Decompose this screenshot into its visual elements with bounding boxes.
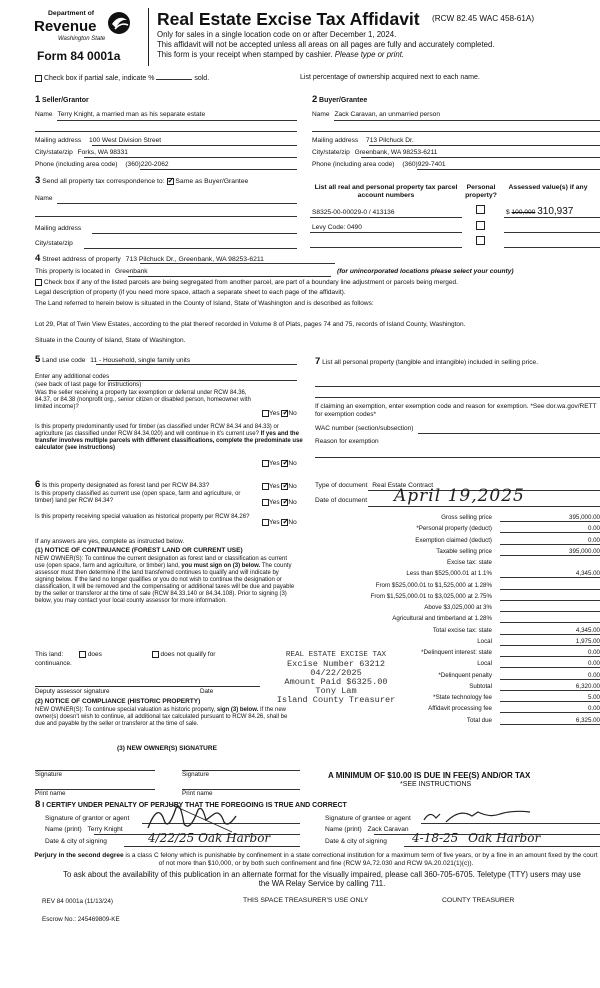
type-print-note: Please type or print. <box>334 50 405 59</box>
seller-name[interactable]: Terry Knight, a married man as his separate estate <box>57 111 206 118</box>
doc-type-label: Type of document <box>315 482 368 489</box>
fee-label: Excise tax: state <box>446 559 492 566</box>
partial-sale-row <box>35 73 209 83</box>
q1-no-checkbox[interactable] <box>281 410 288 417</box>
seller-city-label: City/state/zip <box>35 149 73 156</box>
buyer-phone[interactable]: (360)929-7401 <box>402 161 446 168</box>
fee-label: Taxable selling price <box>436 547 492 555</box>
assessed-col-header: Assessed value(s) if any <box>508 184 588 191</box>
minimum-due: A MINIMUM OF $10.00 IS DUE IN FEE(S) AND/OR TAX <box>328 771 531 780</box>
grantor-name-row <box>45 826 123 834</box>
perjury-text: is a class C felony which is punishable by confinement in a state correctional institution for a maximum term of five years, or by a fine in an amount fixed by the court of not more than $10,000, or by both such confinement and fine (RCW 9A.72.030 and RCW 9A.20.021(1)(c)). <box>125 852 598 867</box>
s6-q2-yes-label: Yes <box>269 499 280 507</box>
notice-1-title: (1) NOTICE OF CONTINUANCE (FOREST LAND OR CURRENT USE) <box>35 547 243 554</box>
buyer-name-row <box>312 111 440 119</box>
seller-city[interactable]: Forks, WA 98331 <box>77 149 128 156</box>
section-6-number: 6 <box>35 479 41 490</box>
fee-row <box>312 604 600 615</box>
buyer-name[interactable]: Zack Caravan, an unmarried person <box>334 111 440 118</box>
legal-line-2: Situate in the County of Island, State of Washington. <box>35 337 186 344</box>
s6-q3-yes-no <box>262 519 297 527</box>
grantee-signature-icon <box>420 806 540 828</box>
fee-row <box>312 627 600 638</box>
legal-line-1: Lot 29, Plat of Twin View Estates, according to the plat thereof recorded in Volume 8 of Plats, pages 74 and 75, records of Island County, Washington. <box>35 321 466 328</box>
buyer-phone-label: Phone (including area code) <box>312 161 395 168</box>
historic-question: Is this property receiving special valuation as historical property per RCW 84.26? <box>35 514 250 520</box>
grantee-name-label: Name (print) <box>325 826 362 833</box>
section-4-number: 4 <box>35 253 41 264</box>
buyer-phone-row <box>312 161 446 169</box>
list-percentage-note: List percentage of ownership acquired next to each name. <box>300 74 480 81</box>
wac-label: WAC number (section/subsection) <box>315 425 414 432</box>
section-8-number: 8 <box>35 799 41 810</box>
form-title: Real Estate Excise Tax Affidavit <box>157 9 420 29</box>
exemption-question: Was the seller receiving a property tax exemption or deferral under RCW 84.36, 84.37, or 84.38 (nonprofit org., senior citizen or disabled person, homeowner with limited income)? <box>35 390 251 411</box>
s6-q3-no-checkbox[interactable] <box>281 519 288 526</box>
fee-label: Gross selling price <box>441 514 492 521</box>
located-value[interactable]: Greenbank <box>114 268 148 275</box>
stamp-line-4: Amount Paid $6325.00 <box>284 677 388 687</box>
addl-codes-label: Enter any additional codes <box>35 373 110 380</box>
seller-name-row <box>35 111 297 119</box>
see-instructions: *SEE INSTRUCTIONS <box>400 781 472 788</box>
forest-question: Is this property designated as forest land per RCW 84.33? <box>42 482 210 489</box>
doc-date-value[interactable]: April 19,2025 <box>394 486 525 506</box>
fee-value[interactable]: 5.00 <box>500 694 600 702</box>
county-treasurer: COUNTY TREASURER <box>442 897 515 904</box>
notice-2-b: sign (3) below. <box>216 707 259 713</box>
header-note-3 <box>157 51 404 60</box>
same-as-buyer-checkbox[interactable] <box>167 178 174 185</box>
section-7-number: 7 <box>315 356 321 367</box>
fee-value[interactable] <box>500 593 600 601</box>
seller-city-row <box>35 149 128 157</box>
grantor-sig-label: Signature of grantor or agent <box>45 815 130 822</box>
alt-format-note: To ask about the availability of this publication in an alternate format for the visually impaired, please call 360-705-6705. Teletype (TTY) users may use the WA Relay Service by calling 711. <box>63 870 581 889</box>
s3-name-label: Name <box>35 195 53 202</box>
timber-question-b: If yes and the transfer involves multiple parcels with different classifications, complete the predominate use calculator (see instructions) <box>35 431 303 452</box>
correspondence-label: Send all property tax correspondence to: <box>42 178 165 185</box>
buyer-heading <box>312 95 367 106</box>
fee-value[interactable]: 0.00 <box>500 705 600 713</box>
legal-label: Legal description of property (if you need more space, attach a separate sheet to each page of the affidavit). <box>35 289 346 296</box>
grantor-date-city[interactable] <box>148 832 270 846</box>
partial-sale-label: Check box if partial sale, indicate % <box>43 75 155 82</box>
s6-q3-no-label: No <box>288 519 297 527</box>
notice-1-a: NEW OWNER(S): To continue the current designation as forest land or classification as current use (open space, farm and agriculture, or timber) land, <box>35 556 287 570</box>
assessed-struck: 100,000 <box>511 209 536 216</box>
revenue-wordmark: Revenue <box>34 18 97 35</box>
grantor-name-label: Name (print) <box>45 826 82 833</box>
seller-mail-label: Mailing address <box>35 137 82 144</box>
notice-2-body <box>35 707 297 728</box>
fee-value[interactable]: 4,345.00 <box>500 570 600 578</box>
fee-label: *Personal property (deduct) <box>416 525 492 533</box>
q1-yes-label: Yes <box>269 410 280 418</box>
fee-row <box>312 582 600 593</box>
fee-label: *Delinquent interest: state <box>421 649 492 656</box>
buyer-title: Buyer/Grantee <box>319 97 368 104</box>
notice-1-body <box>35 556 297 606</box>
fee-label: Total due <box>466 716 492 724</box>
dept-line: Department of <box>48 10 95 17</box>
section-1-number: 1 <box>35 94 41 105</box>
revenue-swirl-icon <box>106 10 132 36</box>
does-checkbox[interactable] <box>79 651 86 658</box>
rcw-ref: (RCW 82.45 WAC 458-61A) <box>432 14 535 23</box>
personal-box-3[interactable] <box>476 236 485 245</box>
perjury-note <box>32 852 600 867</box>
reason-label: Reason for exemption <box>315 438 379 445</box>
fee-value[interactable]: 395,000.00 <box>500 514 600 522</box>
uninc-note: (for unincorporated locations please select your county) <box>337 268 514 275</box>
section-3-heading <box>35 176 248 187</box>
partial-sale-checkbox[interactable] <box>35 75 42 82</box>
levy-code[interactable]: Levy Code: 0490 <box>312 224 362 231</box>
fee-value[interactable]: 395,000.00 <box>500 548 600 556</box>
fee-row <box>312 570 600 581</box>
q2-no-label: No <box>288 460 297 468</box>
fee-value[interactable] <box>500 559 600 567</box>
notice-1-c: The county assessor must then determine if the land transferred continues to qualify and will indicate by signing below. If the land no longer qualifies or you do not wish to continue the designation or classification, it will be removed and the compensating or additional taxes will be due and payable by the seller or transferor at the time of sale (RCW 84.33.140 or 84.34.108). Prior to signing (3) below, you may contact your local county assessor for more information. <box>35 563 295 605</box>
stamp-line-2: Excise Number 63212 <box>287 658 385 669</box>
partial-percent-field[interactable] <box>156 73 192 80</box>
does-label: does <box>87 651 102 659</box>
parcel-number[interactable]: S8325-00-00029-0 / 413136 <box>312 209 395 216</box>
doc-date-label: Date of document <box>315 497 368 504</box>
assessed-value[interactable]: 310,937 <box>537 206 574 217</box>
personal-checkbox-2[interactable] <box>476 221 485 230</box>
form-number: Form 84 0001a <box>37 49 121 63</box>
seller-heading <box>35 95 89 106</box>
s6-q2-yes-checkbox[interactable] <box>262 499 269 506</box>
personal-property-label: List all personal property (tangible and intangible) included in selling price. <box>322 359 539 366</box>
grantor-date: 4/22/25 <box>148 831 195 845</box>
fee-row <box>312 638 600 649</box>
notice-2-c: If the new owner(s) doesn't wish to continue, all additional tax calculated pursuant to RCW 84.26, shall be due and payable by the seller or transferor at the time of sale. <box>35 707 288 728</box>
fee-label: *Delinquent penalty <box>438 671 492 679</box>
fee-label: Above $3,025,000 at 3% <box>424 604 492 611</box>
treasurer-only: THIS SPACE TREASURER'S USE ONLY <box>243 897 369 904</box>
certify-text: I CERTIFY UNDER PENALTY OF PERJURY THAT THE FOREGOING IS TRUE AND CORRECT <box>42 802 347 809</box>
fee-row <box>312 514 600 525</box>
same-as-buyer-label: Same as Buyer/Grantee <box>175 178 249 185</box>
s6-q1-no-checkbox[interactable] <box>281 483 288 490</box>
grantee-date-city[interactable] <box>412 832 540 846</box>
s3-city-label: City/state/zip <box>35 240 73 247</box>
grantee-sig-label: Signature of grantee or agent <box>325 815 411 822</box>
section-7-label <box>315 356 600 367</box>
seller-phone[interactable]: (360)220-2062 <box>125 161 169 168</box>
q1-no-label: No <box>288 410 297 418</box>
grantee-date-label: Date & city of signing <box>325 838 387 845</box>
addl-codes-sub: (see back of last page for instructions) <box>35 381 142 388</box>
dor-logo <box>34 8 134 46</box>
personal-box-1[interactable] <box>476 205 485 214</box>
fee-row <box>312 548 600 559</box>
seller-title: Seller/Grantor <box>42 97 89 104</box>
s6-q1-yes-label: Yes <box>269 483 280 491</box>
fee-label: Local <box>477 637 492 645</box>
s6-q1-yes-no <box>262 483 297 491</box>
fee-value[interactable]: 6,325.00 <box>500 717 600 725</box>
deputy-sig-label: Deputy assessor signature <box>35 688 110 695</box>
grantor-city: Oak Harbor <box>198 831 271 845</box>
section-2-number: 2 <box>312 94 318 105</box>
timber-question-a: Is this property predominantly used for timber (as classified under RCW 84.34 and 84.33) or agriculture (as classified under RCW 84.34.020) and will continue in it's current use? <box>35 424 279 438</box>
fee-label: Local <box>477 660 492 668</box>
s6-q2-yes-no <box>262 499 297 507</box>
fee-value[interactable]: 0.00 <box>500 660 600 668</box>
escrow-number: Escrow No.: 245469809-KE <box>42 916 120 923</box>
notice-2-a: NEW OWNER(S): To continue special valuation as historic property, <box>35 707 216 713</box>
fee-row <box>312 615 600 626</box>
treasurer-stamp <box>260 652 412 705</box>
fee-value[interactable]: 1,975.00 <box>500 638 600 646</box>
fee-row <box>312 705 600 716</box>
q2-no-checkbox[interactable] <box>281 460 288 467</box>
deputy-date-label: Date <box>200 688 214 695</box>
q2-yes-label: Yes <box>269 460 280 468</box>
fee-row <box>312 717 600 728</box>
sig-label-1: Signature <box>35 771 62 778</box>
land-text: The Land referred to herein below is situated in the County of Island, State of Washington and is described as follows: <box>35 300 374 307</box>
stamp-line-5: Tony Lam <box>315 686 357 697</box>
parcel-col-header: List all real and personal property tax parcel account numbers <box>314 184 458 199</box>
s6-q3-yes-label: Yes <box>269 519 280 527</box>
current-use-question: Is this property classified as current use (open space, farm and agriculture, or timber) land per RCW 84.34? <box>35 491 241 505</box>
fee-value[interactable] <box>500 615 600 623</box>
segregated-label: Check box if any of the listed parcels are being segregated from another parcel, are part of a boundary line adjustment or parcels being merged. <box>43 279 458 287</box>
segregated-row <box>35 279 458 287</box>
fee-value[interactable]: 0.00 <box>500 672 600 680</box>
exemption-claim <box>315 403 600 418</box>
grantor-name[interactable]: Terry Knight <box>87 826 123 833</box>
street-label: Street address of property <box>42 256 121 263</box>
personal-checkbox-3[interactable] <box>476 236 485 245</box>
buyer-city-label: City/state/zip <box>312 149 350 156</box>
notice-1-b: you must sign on (3) below. <box>181 563 261 570</box>
q1-yes-checkbox[interactable] <box>262 410 269 417</box>
fee-row <box>312 537 600 548</box>
fee-row <box>312 559 600 570</box>
assessed-value-row <box>506 206 573 218</box>
fee-label: From $525,000.01 to $1,525,000 at 1.28% <box>375 581 492 589</box>
fee-value[interactable] <box>500 582 600 590</box>
seller-name-label: Name <box>35 111 53 118</box>
fee-label: From $1,525,000.01 to $3,025,000 at 2.75% <box>370 592 492 600</box>
grantee-date: 4-18-25 <box>412 831 459 845</box>
grantee-city: Oak Harbor <box>468 831 541 845</box>
seller-mail[interactable]: 100 West Division Street <box>89 137 162 144</box>
seller-phone-label: Phone (including area code) <box>35 161 118 168</box>
s3-mail-label: Mailing address <box>35 225 82 232</box>
print-name-label-2: Print name <box>182 790 213 797</box>
q2-yes-checkbox[interactable] <box>262 460 269 467</box>
q2-yes-no <box>262 460 297 468</box>
notice-2-title: (2) NOTICE OF COMPLIANCE (HISTORIC PROPERTY) <box>35 698 201 705</box>
section-5-number: 5 <box>35 354 41 365</box>
fee-value[interactable] <box>500 604 600 612</box>
segregated-checkbox[interactable] <box>35 279 42 286</box>
fee-label: Less than $525,000.01 at 1.1% <box>406 570 492 578</box>
notice-3-title: (3) NEW OWNER(S) SIGNATURE <box>117 745 217 752</box>
fee-label: Exemption claimed (deduct) <box>415 536 492 544</box>
fee-value[interactable]: 0.00 <box>500 537 600 545</box>
fee-label: *State technology fee <box>433 694 492 701</box>
header-divider <box>148 8 149 66</box>
buyer-name-label: Name <box>312 111 330 118</box>
grantee-name-row <box>325 826 409 834</box>
street-address[interactable]: 713 Pilchuck Dr., Greenbank, WA 98253-6211 <box>125 256 264 263</box>
state-line: Washington State <box>58 36 106 42</box>
personal-col-header: Personal property? <box>465 184 497 199</box>
does-not-label: does not qualify for <box>160 651 216 659</box>
fee-value[interactable]: 0.00 <box>500 649 600 657</box>
fee-value[interactable]: 0.00 <box>500 525 600 533</box>
fee-row <box>312 593 600 604</box>
buyer-mail-label: Mailing address <box>312 137 359 144</box>
receipt-note: This form is your receipt when stamped by cashier. <box>157 50 333 59</box>
qualify-row <box>35 651 215 659</box>
s6-q3-yes-checkbox[interactable] <box>262 519 269 526</box>
this-land-label: This land: <box>35 651 64 659</box>
seller-phone-row <box>35 161 169 169</box>
sold-label: sold. <box>194 75 210 82</box>
personal-checkbox-1[interactable] <box>476 205 485 214</box>
does-not-checkbox[interactable] <box>152 651 159 658</box>
stamp-line-6: Island County Treasurer <box>276 695 396 706</box>
land-use-code[interactable]: 11 - Household, single family units <box>90 357 191 364</box>
section-3-number: 3 <box>35 175 41 186</box>
timber-question <box>35 424 305 452</box>
stamp-line-1: REAL ESTATE EXCISE TAX <box>285 651 387 659</box>
fee-label: Total excise tax: state <box>432 626 492 634</box>
continuance-label: continuance. <box>35 660 72 667</box>
perjury-bold: Perjury in the second degree <box>34 852 124 859</box>
header-note-2: This affidavit will not be accepted unless all areas on all pages are fully and accurately completed. <box>157 40 495 49</box>
s6-q2-no-label: No <box>288 499 297 507</box>
section-6-q1 <box>35 480 209 491</box>
buyer-city-row <box>312 149 437 157</box>
doc-type-value[interactable]: Real Estate Contract <box>372 482 434 489</box>
exemption-url: *See dor.wa.gov/RETT for exemption codes* <box>315 403 597 418</box>
buyer-mail[interactable]: 713 Pilchuck Dr. <box>366 137 414 144</box>
grantee-name[interactable]: Zack Caravan <box>367 826 409 833</box>
seller-mail-row <box>35 137 161 145</box>
personal-box-2[interactable] <box>476 221 485 230</box>
buyer-mail-row <box>312 137 414 145</box>
print-name-label-1: Print name <box>35 790 66 797</box>
buyer-city[interactable]: Greenbank, WA 98253-6211 <box>354 149 438 156</box>
located-row <box>35 268 148 276</box>
s6-q2-no-checkbox[interactable] <box>281 499 288 506</box>
if-any-note: If any answers are yes, complete as instructed below. <box>35 538 185 545</box>
stamp-line-3: 04/22/2025 <box>310 667 362 678</box>
s6-q1-no-label: No <box>288 483 297 491</box>
located-label: This property is located in <box>35 268 111 275</box>
header-note-1: Only for sales in a single location code on or after December 1, 2024. <box>157 30 397 39</box>
sig-label-2: Signature <box>182 771 209 778</box>
s6-q1-yes-checkbox[interactable] <box>262 483 269 490</box>
exemption-claim-text: If claiming an exemption, enter exemption code and reason for exemption. <box>315 403 529 410</box>
assessed-dollar: $ <box>506 209 510 216</box>
fee-label: Agricultural and timberland at 1.28% <box>392 615 492 623</box>
fee-label: Subtotal <box>469 682 492 690</box>
rev-number: REV 84 0001a (11/13/24) <box>42 898 113 905</box>
grantor-date-label: Date & city of signing <box>45 838 107 845</box>
fee-value[interactable]: 4,345.00 <box>500 627 600 635</box>
land-use-label: Land use code <box>42 357 86 364</box>
q1-yes-no <box>262 410 297 418</box>
fee-row <box>312 525 600 536</box>
fee-label: Affidavit processing fee <box>428 705 492 713</box>
fee-value[interactable]: 6,320.00 <box>500 683 600 691</box>
